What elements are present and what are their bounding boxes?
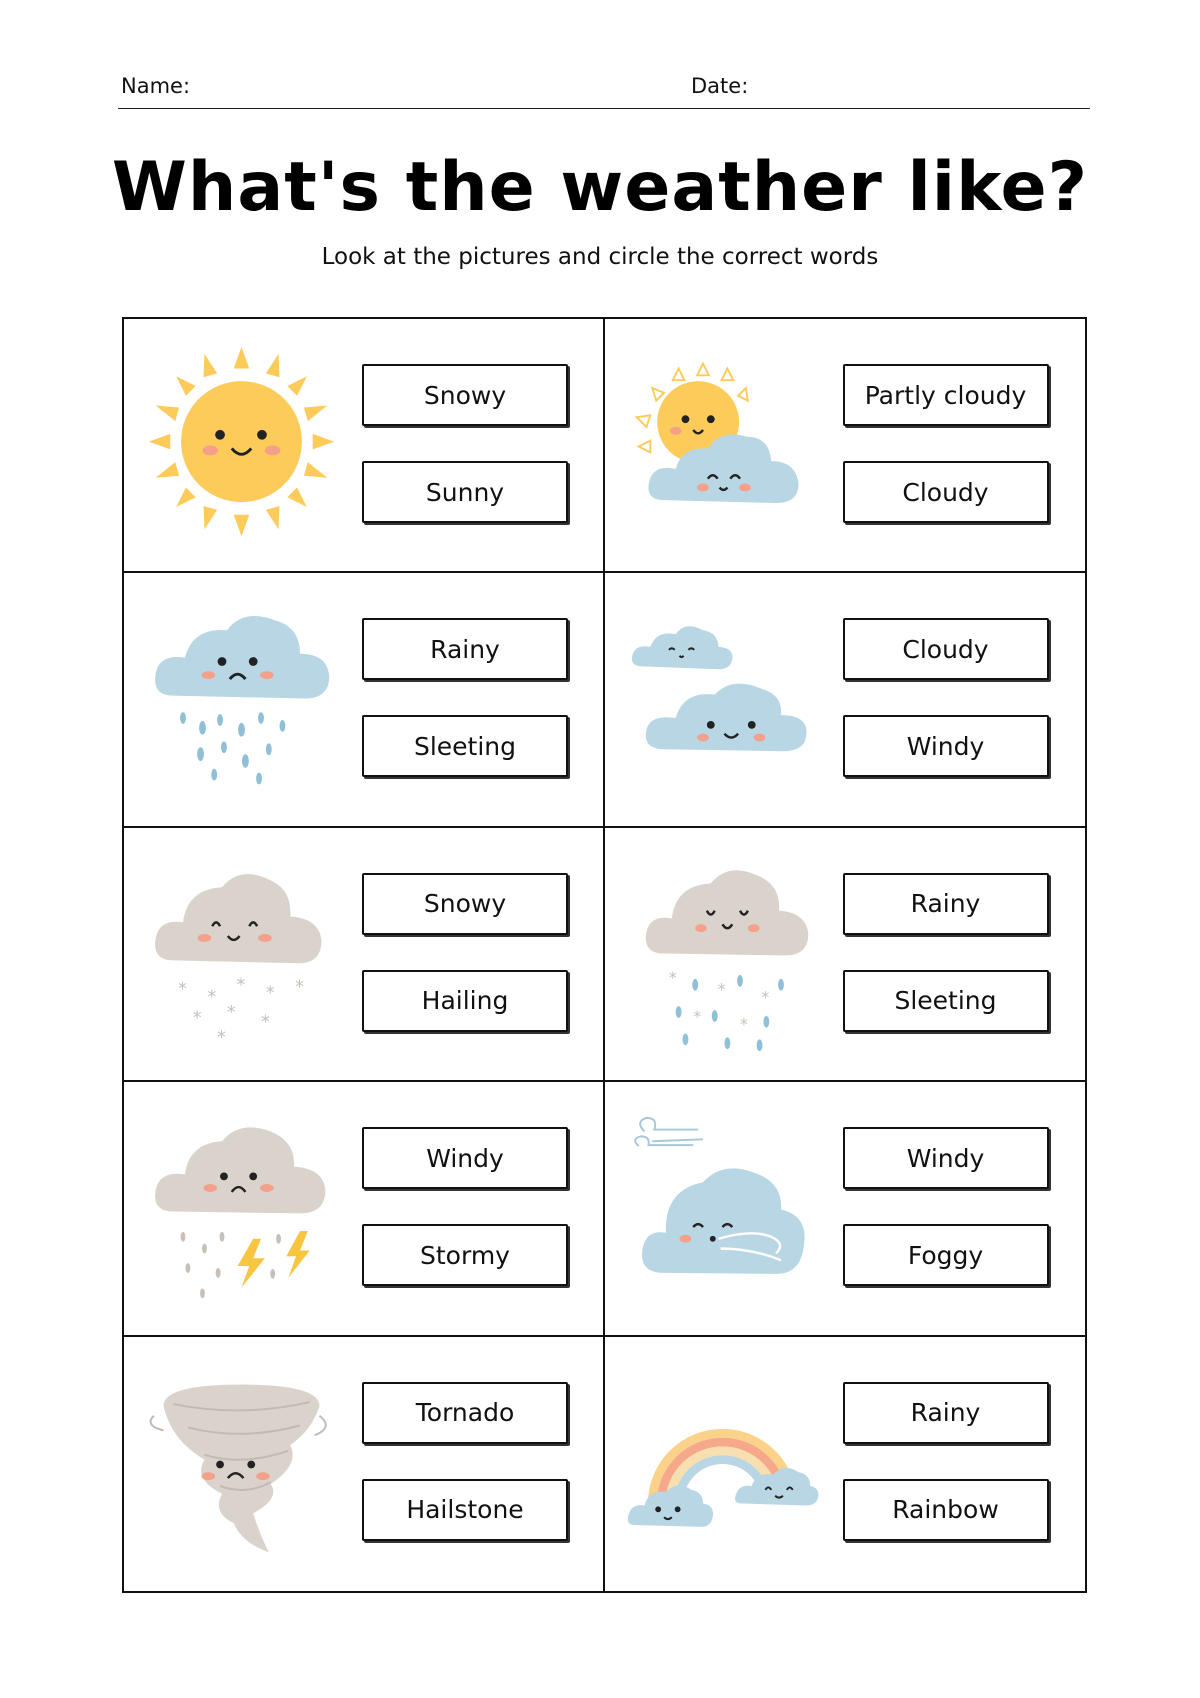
weather-grid <box>122 317 1087 1593</box>
tornado-icon <box>144 1357 339 1572</box>
svg-text:*: * <box>761 988 769 1007</box>
svg-text:*: * <box>226 1002 236 1023</box>
card-tornado <box>124 1337 605 1591</box>
option-rainy[interactable]: Rainy <box>362 618 568 680</box>
option-cloudy[interactable]: Cloudy <box>843 461 1049 523</box>
option-cloudy[interactable]: Cloudy <box>843 618 1049 680</box>
card-wind <box>605 1082 1086 1336</box>
wind-cloud-icon <box>625 1102 820 1317</box>
partly-cloudy-icon <box>625 339 820 554</box>
storm-cloud-icon <box>144 1102 339 1317</box>
option-windy[interactable]: Windy <box>362 1127 568 1189</box>
svg-text:*: * <box>668 968 677 987</box>
page-title: What's the weather like? <box>111 148 1089 227</box>
rain-cloud-icon <box>144 593 339 808</box>
svg-text:*: * <box>192 1008 202 1029</box>
option-sleeting[interactable]: Sleeting <box>362 715 568 777</box>
card-partly-cloudy <box>605 319 1086 573</box>
card-sleet <box>605 828 1086 1082</box>
option-rainbow[interactable]: Rainbow <box>843 1479 1049 1541</box>
name-date-line[interactable] <box>118 108 1090 109</box>
option-rainy[interactable]: Rainy <box>843 1382 1049 1444</box>
rainbow-icon <box>625 1357 820 1572</box>
svg-text:*: * <box>739 1015 748 1034</box>
option-foggy[interactable]: Foggy <box>843 1224 1049 1286</box>
option-sunny[interactable]: Sunny <box>362 461 568 523</box>
snow-cloud-icon <box>144 848 339 1063</box>
svg-text:*: * <box>261 1012 270 1033</box>
option-hailstone[interactable]: Hailstone <box>362 1479 568 1541</box>
option-hailing[interactable]: Hailing <box>362 970 568 1032</box>
sun-icon <box>144 339 339 554</box>
card-snow <box>124 828 605 1082</box>
instructions: Look at the pictures and circle the correct words <box>321 244 879 270</box>
option-rainy[interactable]: Rainy <box>843 873 1049 935</box>
option-stormy[interactable]: Stormy <box>362 1224 568 1286</box>
option-windy[interactable]: Windy <box>843 1127 1049 1189</box>
clouds-icon <box>625 593 820 808</box>
card-clouds <box>605 573 1086 827</box>
svg-text:*: * <box>207 987 217 1008</box>
option-sleeting[interactable]: Sleeting <box>843 970 1049 1032</box>
svg-text:*: * <box>717 980 725 999</box>
card-sun <box>124 319 605 573</box>
option-tornado[interactable]: Tornado <box>362 1382 568 1444</box>
card-rainbow <box>605 1337 1086 1591</box>
card-storm <box>124 1082 605 1336</box>
option-partly-cloudy[interactable]: Partly cloudy <box>843 364 1049 426</box>
svg-text:*: * <box>217 1028 226 1049</box>
name-label: Name: <box>121 74 191 98</box>
option-snowy[interactable]: Snowy <box>362 873 568 935</box>
card-rain <box>124 573 605 827</box>
sleet-cloud-icon <box>625 848 820 1063</box>
option-windy[interactable]: Windy <box>843 715 1049 777</box>
option-snowy[interactable]: Snowy <box>362 364 568 426</box>
svg-text:*: * <box>265 983 275 1004</box>
svg-text:*: * <box>236 975 246 996</box>
svg-text:*: * <box>692 1007 701 1026</box>
svg-text:*: * <box>295 977 304 998</box>
date-label: Date: <box>691 74 749 98</box>
svg-text:*: * <box>178 979 187 1000</box>
